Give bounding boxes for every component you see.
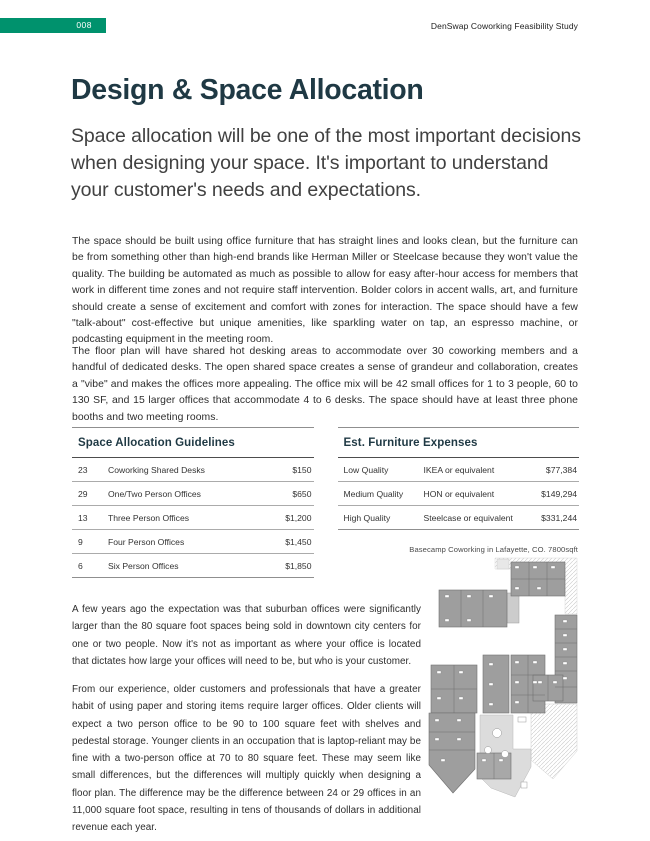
table-row <box>72 530 314 554</box>
table-row <box>338 482 580 506</box>
furniture-expenses-table-title: Est. Furniture Expenses <box>338 428 580 458</box>
page-number: 008 <box>76 20 92 30</box>
qty-cell: 29 <box>78 488 88 499</box>
label-cell: Four Person Offices <box>108 536 185 547</box>
vendor-cell: HON or equivalent <box>423 488 495 499</box>
label-cell: Three Person Offices <box>108 512 190 523</box>
table-row <box>72 506 314 530</box>
table-row <box>338 506 580 530</box>
running-header-title: DenSwap Coworking Feasibility Study <box>430 21 578 31</box>
price-cell: $331,244 <box>541 512 577 523</box>
qty-cell: 23 <box>78 464 88 475</box>
table-row <box>72 458 314 482</box>
qty-cell: 9 <box>78 536 83 547</box>
price-cell: $149,294 <box>541 488 577 499</box>
floorplan-svg <box>425 557 578 801</box>
vendor-cell: Steelcase or equivalent <box>423 512 513 523</box>
table-row <box>338 458 580 482</box>
section-subtitle: Space allocation will be one of the most important decisions when designing your space. It's important to understand your customer's needs and expectations. <box>71 125 581 201</box>
table-row <box>72 554 314 578</box>
body-paragraph-2: The floor plan will have shared hot desking areas to accommodate over 30 coworking members and a handful of dedicated desks. The open shared space creates a sense of grandeur and collaboration, creates a "vibe" and makes the offices more appealing. The office mix will be 42 small offices for 1 to 3 people, 60 to 130 SF, and 15 larger offices that accommodate 4 to 6 desks. The space should have at least three phone booths and two meeting rooms. <box>72 346 578 423</box>
label-cell: Six Person Offices <box>108 560 179 571</box>
floorplan-caption: Basecamp Coworking in Lafayette, CO. 7800sqft <box>409 545 578 554</box>
table-row <box>72 482 314 506</box>
price-cell: $650 <box>292 488 312 499</box>
furniture-expenses-table <box>338 427 580 578</box>
space-allocation-table <box>72 427 314 578</box>
price-cell: $1,850 <box>285 560 312 571</box>
qty-cell: 13 <box>78 512 88 523</box>
price-cell: $77,384 <box>545 464 577 475</box>
tables-row <box>72 427 579 578</box>
space-allocation-table-title: Space Allocation Guidelines <box>72 428 314 458</box>
price-cell: $150 <box>292 464 312 475</box>
price-cell: $1,200 <box>285 512 312 523</box>
body-paragraph-1: The space should be built using office furniture that has straight lines and looks clean, but the furniture can be from something other than high-end brands like Herman Miller or Steelcase because they won't value the quality. The building be automated as much as possible to allow for easy after-hour access for members that work in different time zones and not require staff intervention. Bolder colors in accent walls, art, and furniture should create a sense of excitement and comfort with zones for interaction. The space should have a few "talk-about" cost-effective but unique amenities, like sparkling water on tap, an espresso machine, or podcasting equipment in the meeting room. <box>72 236 578 346</box>
vendor-cell: IKEA or equivalent <box>423 464 495 475</box>
qty-cell: 6 <box>78 560 83 571</box>
quality-cell: Low Quality <box>343 464 389 475</box>
label-cell: One/Two Person Offices <box>108 488 201 499</box>
quality-cell: High Quality <box>343 512 391 523</box>
body-paragraph-3: A few years ago the expectation was that suburban offices were significantly larger than the 80 square foot spaces being sold in downtown city centers for one or two people. Now it's not as important as where your office is located that dictates how large your offices will need to be, but who is your customer. <box>72 604 421 667</box>
floorplan-image <box>425 557 578 801</box>
page-number-bar <box>0 18 106 33</box>
body-paragraph-4: From our experience, older customers and professionals that have a greater habit of using paper and storing items require larger offices. Older clients will expect a two person office to be 90 to 100 square feet with shelves and pedestal storage. Younger clients in an occupation that is laptop-reliant may be fine with a two-person office at 70 to 80 square feet. These may seem like small differences, but the differences will multiply quickly when designing a floor plan. The difference may be the difference between 24 or 29 offices in an 11,000 square foot space, resulting in tens of thousands of dollars in additional revenue each year. <box>72 684 421 834</box>
quality-cell: Medium Quality <box>343 488 404 499</box>
price-cell: $1,450 <box>285 536 312 547</box>
label-cell: Coworking Shared Desks <box>108 464 205 475</box>
section-title: Design & Space Allocation <box>71 74 424 106</box>
